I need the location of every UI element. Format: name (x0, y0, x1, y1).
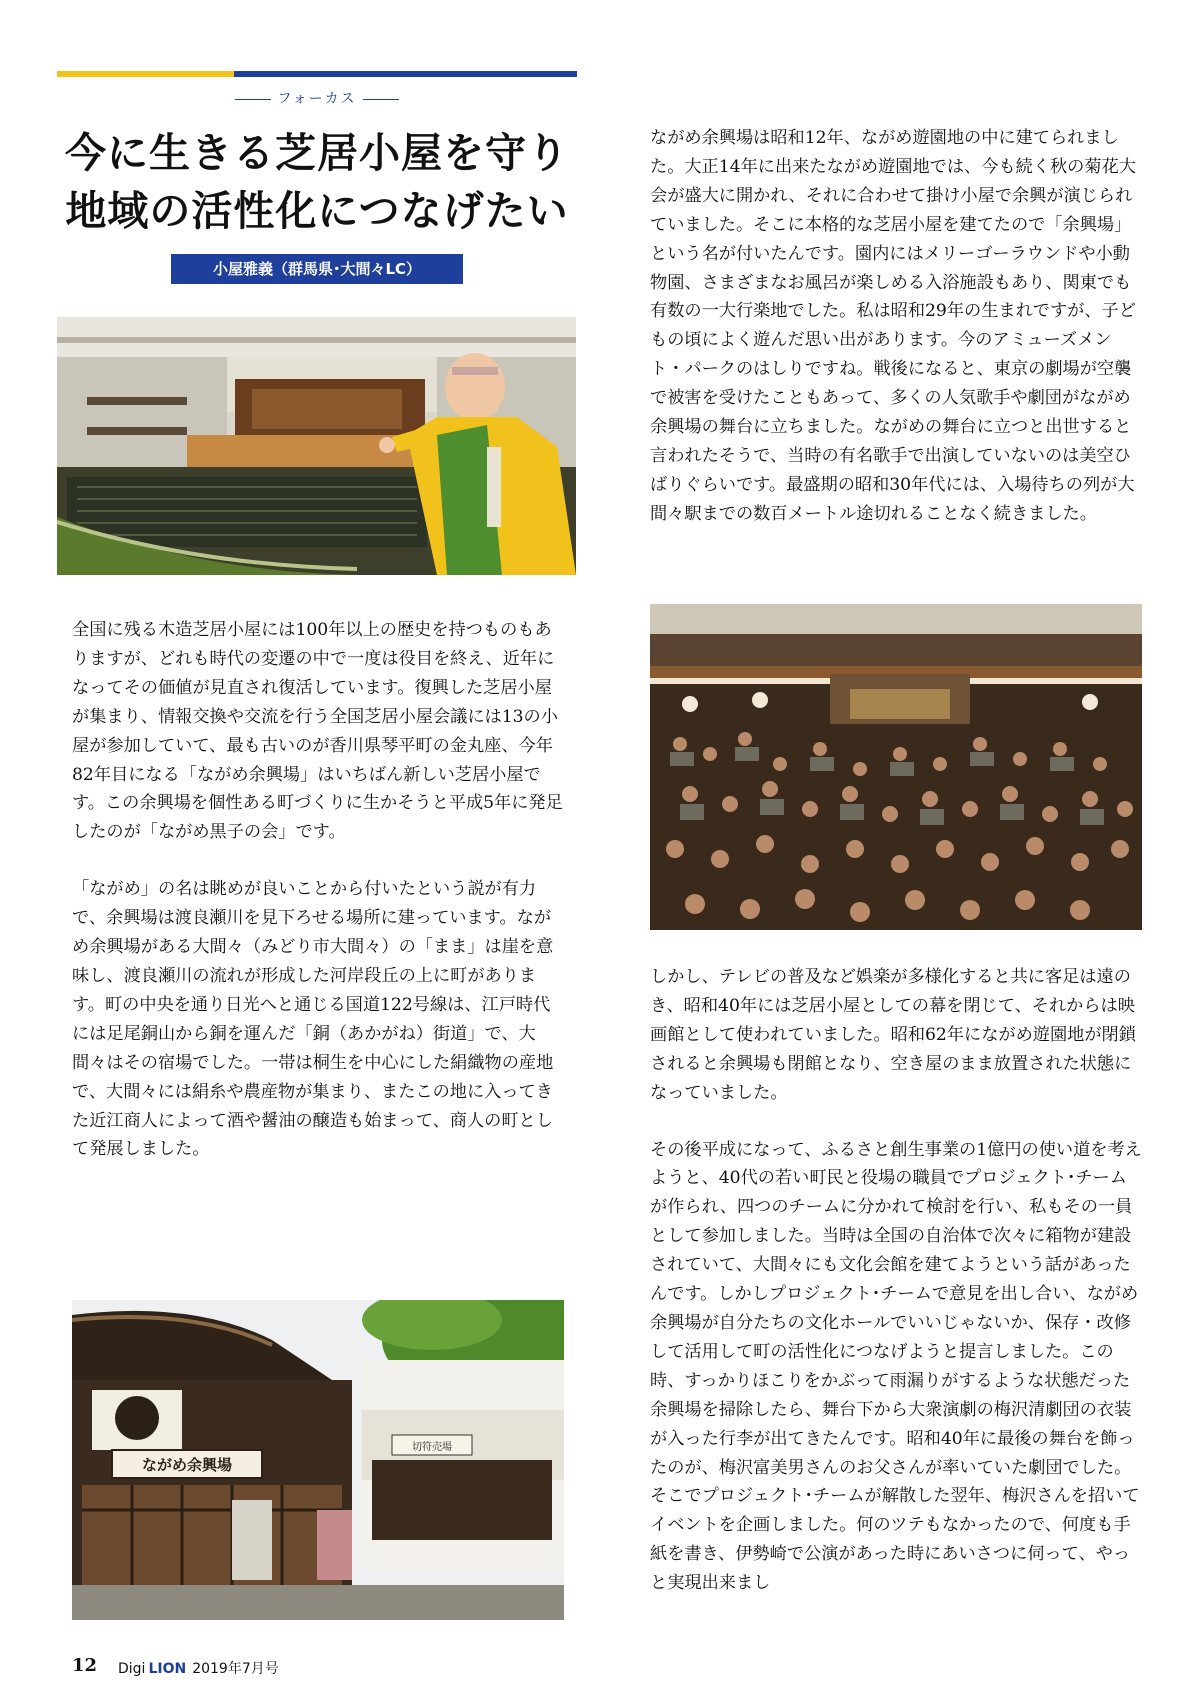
left-paragraph-1: 全国に残る木造芝居小屋には100年以上の歴史を持つものもありますが、どれも時代の変遷の中で一度は役目を終え、近年になってその価値が見直され復活しています。復興した芝居小屋が集まり、情報交換や交流を行う全国芝居小屋会議には13の小屋が参加していて、最も古いのが香川県琴平町の金丸座、今年82年目になる「ながめ余興場」はいちばん新しい芝居小屋です。この余興場を個性ある町づくりに生かそうと平成5年に発足したのが「ながめ黒子の会」です。 (72, 620, 563, 843)
magazine-issue: 2019年7月号 (192, 1661, 279, 1677)
page-number: 12 (72, 1655, 98, 1676)
article-title (57, 124, 577, 240)
right-column-text-top (650, 124, 1142, 529)
magazine-footer (118, 1658, 279, 1678)
building-exterior-illustration (72, 1300, 564, 1620)
title-line-1: 今に生きる芝居小屋を守り (65, 129, 569, 177)
section-label-text: フォーカス (277, 91, 357, 107)
section-rule-right (363, 99, 399, 100)
author-byline: 小屋雅義（群馬県･大間々LC） (171, 254, 463, 284)
title-line-2: 地域の活性化につなげたい (65, 187, 569, 235)
header-accent-bar (57, 71, 577, 77)
accent-bar-blue (234, 71, 577, 77)
right-paragraph-3: その後平成になって、ふるさと創生事業の1億円の使い道を考えようと、40代の若い町民と役場の職員でプロジェクト･チームが作られ、四つのチームに分かれて検討を行い、私もその一員として参加しました。当時は全国の自治体で次々に箱物が建設されていて、大間々にも文化会館を建てようという話があったんです。しかしプロジェクト･チームで意見を出し合い、ながめ余興場が自分たちの文化ホールでいいじゃないか、保存・改修して活用して町の活性化につなげようと提言しました。この時、すっかりほこりをかぶって雨漏りがするような状態だった余興場を掃除したら、舞台下から大衆演劇の梅沢清劇団の衣装が入った行李が出てきたんです。昭和40年に最後の舞台を飾ったのが、梅沢富美男さんのお父さんが率いていた劇団でした。そこでプロジェクト･チームが解散した翌年、梅沢さんを招いてイベントを企画しました。何のツテもなかったので、何度も手紙を書き、伊勢崎で公演があった時にあいさつに伺って、やっと実現出来まし (650, 1139, 1142, 1594)
section-rule-left (235, 99, 271, 100)
theater-sign-text: ながめ余興場 (141, 1456, 233, 1474)
audience-illustration (650, 604, 1142, 930)
accent-bar-yellow (57, 71, 234, 77)
right-paragraph-2: しかし、テレビの普及など娯楽が多様化すると共に客足は遠のき、昭和40年には芝居小屋としての幕を閉じて、それからは映画館として使われていました。昭和62年にながめ遊園地が閉鎖されると余興場も閉館となり、空き屋のまま放置された状態になっていました。 (650, 967, 1136, 1103)
section-label (57, 88, 577, 108)
left-column-text (72, 616, 567, 1164)
theater-interior-illustration (57, 317, 576, 575)
left-paragraph-2: 「ながめ」の名は眺めが良いことから付いたという説が有力で、余興場は渡良瀬川を見下ろせる場所に建っています。ながめ余興場がある大間々（みどり市大間々）の「まま」は崖を意味し、渡良瀬川の流れが形成した河岸段丘の上に町があります。町の中央を通り日光へと通じる国道122号線は、江戸時代には足尾銅山から銅を運んだ「銅（あかがね）街道」で、大間々はその宿場でした。一帯は桐生を中心にした絹織物の産地で、大間々には絹糸や農産物が集まり、またこの地に入ってきた近江商人によって酒や醤油の醸造も始まって、商人の町として発展しました。 (72, 879, 554, 1160)
ticket-sign-text: 切符売場 (412, 1442, 452, 1453)
photo-theater-interior (57, 317, 576, 575)
photo-audience (650, 604, 1142, 930)
right-paragraph-1: ながめ余興場は昭和12年、ながめ遊園地の中に建てられました。大正14年に出来たながめ遊園地では、今も続く秋の菊花大会が盛大に開かれ、それに合わせて掛け小屋で余興が演じられていました。そこに本格的な芝居小屋を建てたので「余興場」という名が付いたんです。園内にはメリーゴーラウンドや小動物園、さまざまなお風呂が楽しめる入浴施設もあり、関東でも有数の一大行楽地でした。私は昭和29年の生まれですが、子どもの頃によく遊んだ思い出があります。今のアミューズメント・パークのはしりですね。戦後になると、東京の劇場が空襲で被害を受けたこともあって、多くの人気歌手や劇団がながめ余興場の舞台に立ちました。ながめの舞台に立つと出世すると言われたそうで、当時の有名歌手で出演していないのは美空ひばりぐらいです。最盛期の昭和30年代には、入場待ちの列が大間々駅までの数百メートル途切れることなく続きました。 (650, 128, 1136, 524)
magazine-prefix: Digi (118, 1661, 146, 1677)
magazine-brand: LION (148, 1661, 187, 1677)
right-column-text-bottom (650, 963, 1142, 1598)
photo-building-exterior (72, 1300, 564, 1620)
